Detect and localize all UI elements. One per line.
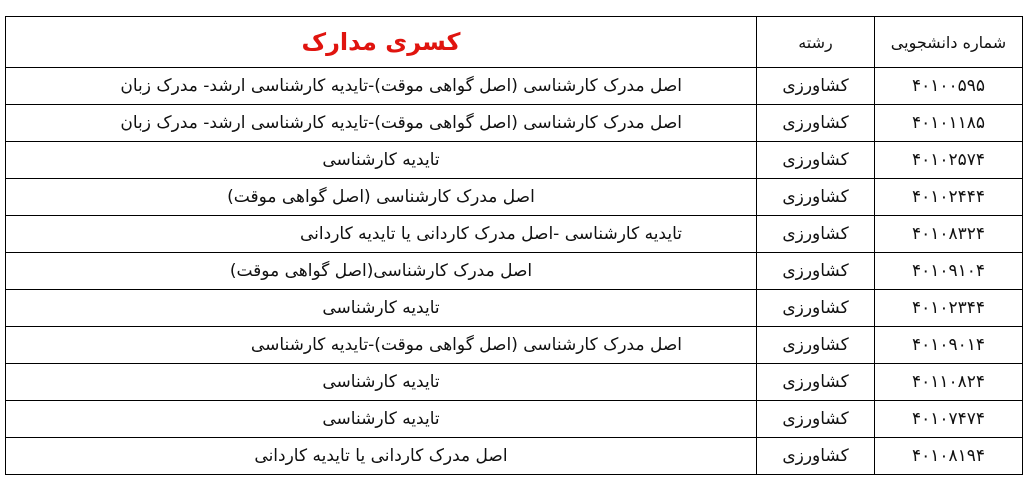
header-field: رشته	[757, 17, 875, 68]
student-id-cell: ۴۰۱۰۷۴۷۴	[875, 401, 1023, 438]
student-id-cell: ۴۰۱۰۲۳۴۴	[875, 290, 1023, 327]
student-id-cell: ۴۰۱۰۸۱۹۴	[875, 438, 1023, 475]
field-cell: کشاورزی	[757, 290, 875, 327]
student-id-cell: ۴۰۱۱۰۸۲۴	[875, 364, 1023, 401]
field-cell: کشاورزی	[757, 142, 875, 179]
student-id-cell: ۴۰۱۰۹۱۰۴	[875, 253, 1023, 290]
missing-documents-cell: تایدیه کارشناسی	[6, 401, 757, 438]
field-cell: کشاورزی	[757, 401, 875, 438]
table-row	[6, 179, 1023, 216]
field-cell: کشاورزی	[757, 253, 875, 290]
header-row	[6, 17, 1023, 68]
table-row	[6, 142, 1023, 179]
student-id-cell: ۴۰۱۰۸۳۲۴	[875, 216, 1023, 253]
student-id-cell: ۴۰۱۰۹۰۱۴	[875, 327, 1023, 364]
student-id-cell: ۴۰۱۰۲۵۷۴	[875, 142, 1023, 179]
missing-documents-cell: تایدیه کارشناسی -اصل مدرک کاردانی یا تایدیه کاردانی	[6, 216, 757, 253]
missing-documents-cell: تایدیه کارشناسی	[6, 142, 757, 179]
header-missing-documents: کسری مدارک	[6, 17, 757, 68]
student-id-cell: ۴۰۱۰۲۴۴۴	[875, 179, 1023, 216]
field-cell: کشاورزی	[757, 364, 875, 401]
table-row	[6, 438, 1023, 475]
missing-documents-cell: اصل مدرک کارشناسی (اصل گواهی موقت)	[6, 179, 757, 216]
table-row	[6, 216, 1023, 253]
missing-documents-cell: اصل مدرک کارشناسی (اصل گواهی موقت)-تایدیه کارشناسی ارشد- مدرک زبان	[6, 68, 757, 105]
table-row	[6, 290, 1023, 327]
header-student-id: شماره دانشجویی	[875, 17, 1023, 68]
table-row	[6, 105, 1023, 142]
student-id-cell: ۴۰۱۰۱۱۸۵	[875, 105, 1023, 142]
missing-documents-cell: اصل مدرک کاردانی یا تایدیه کاردانی	[6, 438, 757, 475]
missing-documents-cell: تایدیه کارشناسی	[6, 290, 757, 327]
table-row	[6, 327, 1023, 364]
field-cell: کشاورزی	[757, 105, 875, 142]
field-cell: کشاورزی	[757, 179, 875, 216]
field-cell: کشاورزی	[757, 327, 875, 364]
missing-documents-cell: اصل مدرک کارشناسی (اصل گواهی موقت)-تایدیه کارشناسی	[6, 327, 757, 364]
missing-documents-cell: اصل مدرک کارشناسی(اصل گواهی موقت)	[6, 253, 757, 290]
missing-documents-cell: تایدیه کارشناسی	[6, 364, 757, 401]
table-row	[6, 364, 1023, 401]
table-body	[6, 68, 1023, 475]
table-row	[6, 68, 1023, 105]
field-cell: کشاورزی	[757, 438, 875, 475]
missing-documents-cell: اصل مدرک کارشناسی (اصل گواهی موقت)-تایدیه کارشناسی ارشد- مدرک زبان	[6, 105, 757, 142]
table-row	[6, 401, 1023, 438]
field-cell: کشاورزی	[757, 216, 875, 253]
table-row	[6, 253, 1023, 290]
student-id-cell: ۴۰۱۰۰۵۹۵	[875, 68, 1023, 105]
missing-documents-table	[5, 16, 1023, 475]
field-cell: کشاورزی	[757, 68, 875, 105]
